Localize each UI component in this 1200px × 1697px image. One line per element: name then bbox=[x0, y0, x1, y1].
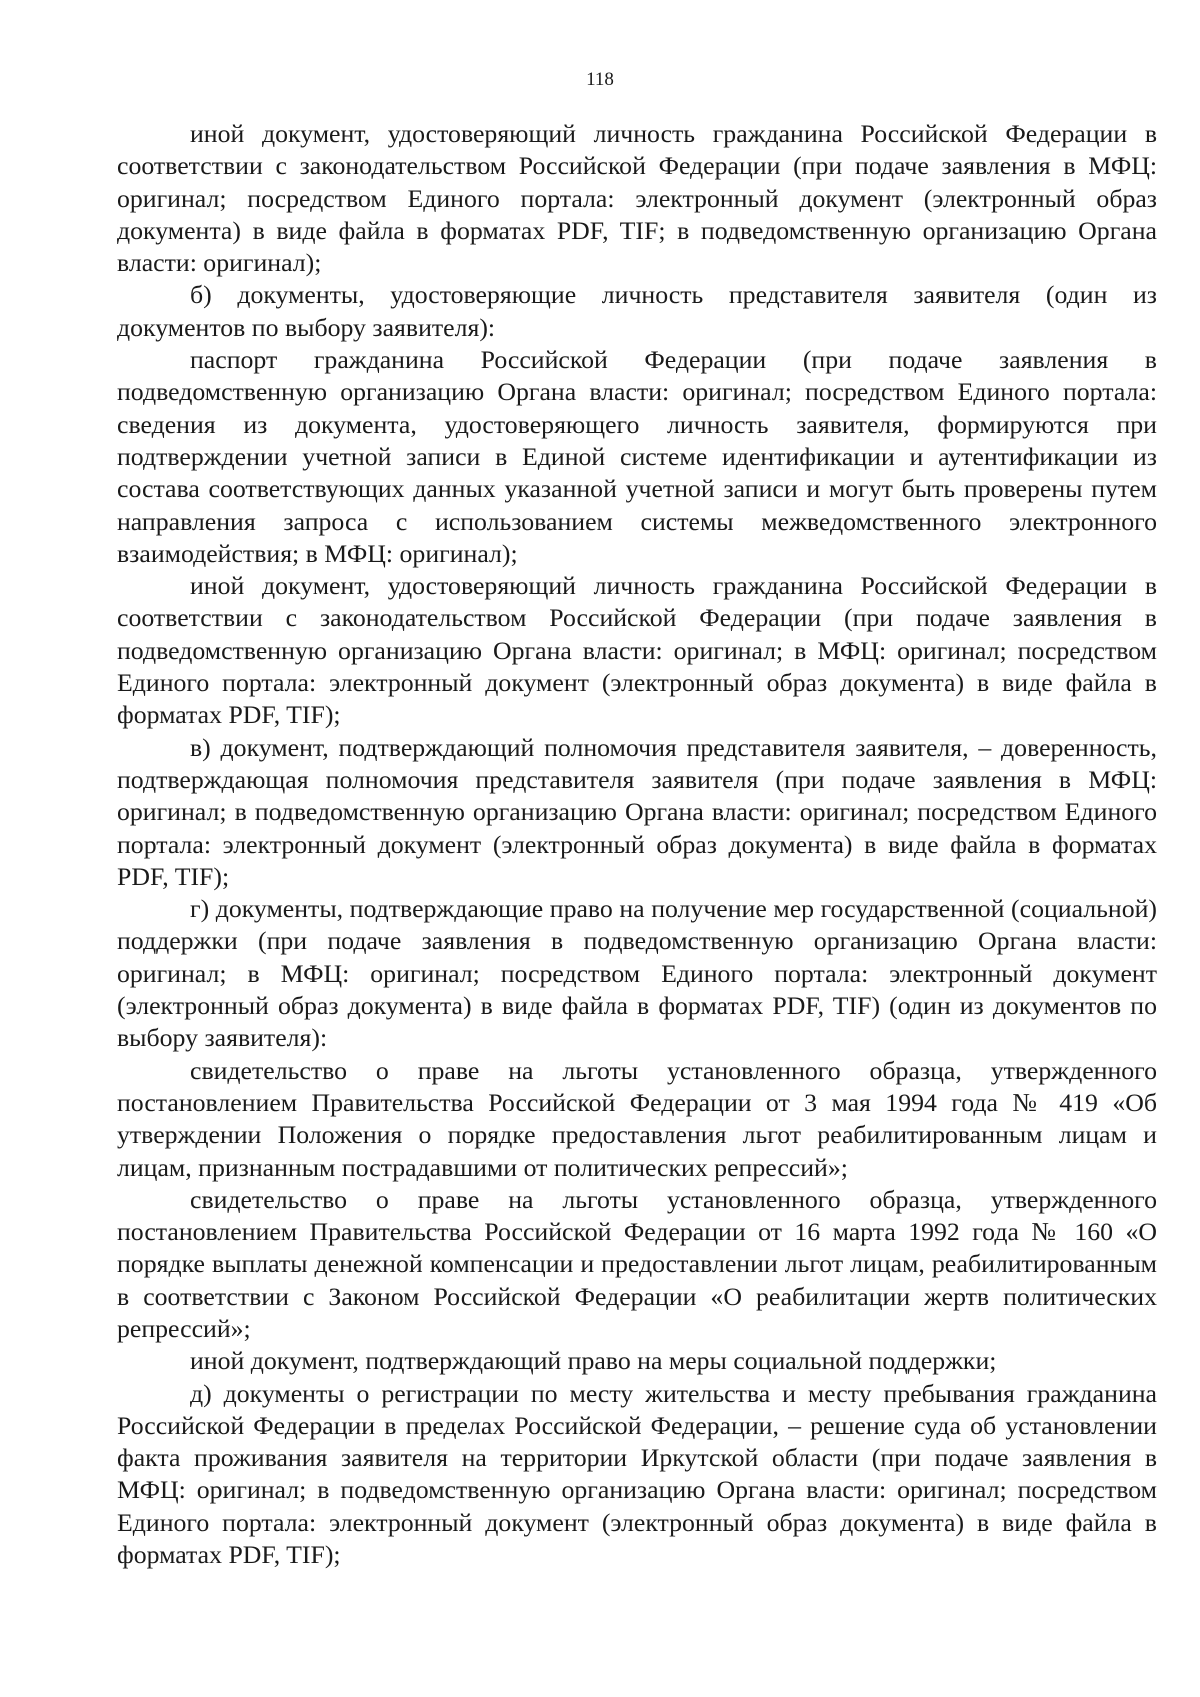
page-number: 118 bbox=[586, 69, 614, 90]
paragraph-representative-other-identity-document: иной документ, удостоверяющий личность гражданина Российской Федерации в соответствии с законодательством Российской Федерации (при подаче заявления в подведомственную организацию Органа власти: оригинал; в МФЦ: оригинал; посредством Единого портала: электронный документ (электронный образ документа) в виде файла в форматах PDF, TIF); bbox=[117, 571, 1157, 730]
paragraph-representative-passport: паспорт гражданина Российской Федерации (при подаче заявления в подведомственную организацию Органа власти: оригинал; посредством Единого портала: сведения из документа, удостоверяющего личность заявителя, формируются при подтверждении учетной записи в Единой системе идентификации и аутентификации из состава соответствующих данных указанной учетной записи и могут быть проверены путем направления запроса с использованием системы межведомственного электронного взаимодействия; в МФЦ: оригинал); bbox=[117, 345, 1157, 568]
paragraph-power-of-attorney: в) документ, подтверждающий полномочия представителя заявителя, – доверенность, подтверждающая полномочия представителя заявителя (при подаче заявления в МФЦ: оригинал; в подведомственную организацию Органа власти: оригинал; посредством Единого портала: электронный документ (электронный образ документа) в виде файла в форматах PDF, TIF); bbox=[117, 732, 1157, 891]
paragraph-support-entitlement-documents: г) документы, подтверждающие право на получение мер государственной (социальной) поддержки (при подаче заявления в подведомственную организацию Органа власти: оригинал; в МФЦ: оригинал; посредством Единого портала: электронный документ (электронный образ документа) в виде файла в форматах PDF, TIF) (один из документов по выбору заявителя): bbox=[117, 894, 1157, 1053]
paragraph-certificate-decree-419: свидетельство о праве на льготы установленного образца, утвержденного постановлением Правительства Российской Федерации от 3 мая 1994 года № 419 «Об утверждении Положения о порядке предоставления льгот реабилитированным лицам и лицам, признанным пострадавшими от политических репрессий»; bbox=[117, 1055, 1157, 1182]
paragraph-other-identity-document: иной документ, удостоверяющий личность гражданина Российской Федерации в соответствии с законодательством Российской Федерации (при подаче заявления в МФЦ: оригинал; посредством Единого портала: электронный документ (электронный образ документа) в виде файла в форматах PDF, TIF; в подведомственную организацию Органа власти: оригинал); bbox=[117, 119, 1157, 278]
paragraph-registration-documents: д) документы о регистрации по месту жительства и месту пребывания гражданина Российской Федерации в пределах Российской Федерации, – решение суда об установлении факта проживания заявителя на территории Иркутской области (при подаче заявления в МФЦ: оригинал; в подведомственную организацию Органа власти: оригинал; посредством Единого портала: электронный документ (электронный образ документа) в виде файла в форматах PDF, TIF); bbox=[117, 1378, 1157, 1570]
paragraph-certificate-decree-160: свидетельство о праве на льготы установленного образца, утвержденного постановлением Правительства Российской Федерации от 16 марта 1992 года № 160 «О порядке выплаты денежной компенсации и предоставлении льгот лицам, реабилитированным в соответствии с Законом Российской Федерации «О реабилитации жертв политических репрессий»; bbox=[117, 1184, 1157, 1343]
document-body bbox=[117, 118, 1157, 1571]
paragraph-representative-identity-documents: б) документы, удостоверяющие личность представителя заявителя (один из документов по выбору заявителя): bbox=[117, 280, 1157, 342]
paragraph-other-support-document: иной документ, подтверждающий право на меры социальной поддержки; bbox=[190, 1346, 997, 1376]
